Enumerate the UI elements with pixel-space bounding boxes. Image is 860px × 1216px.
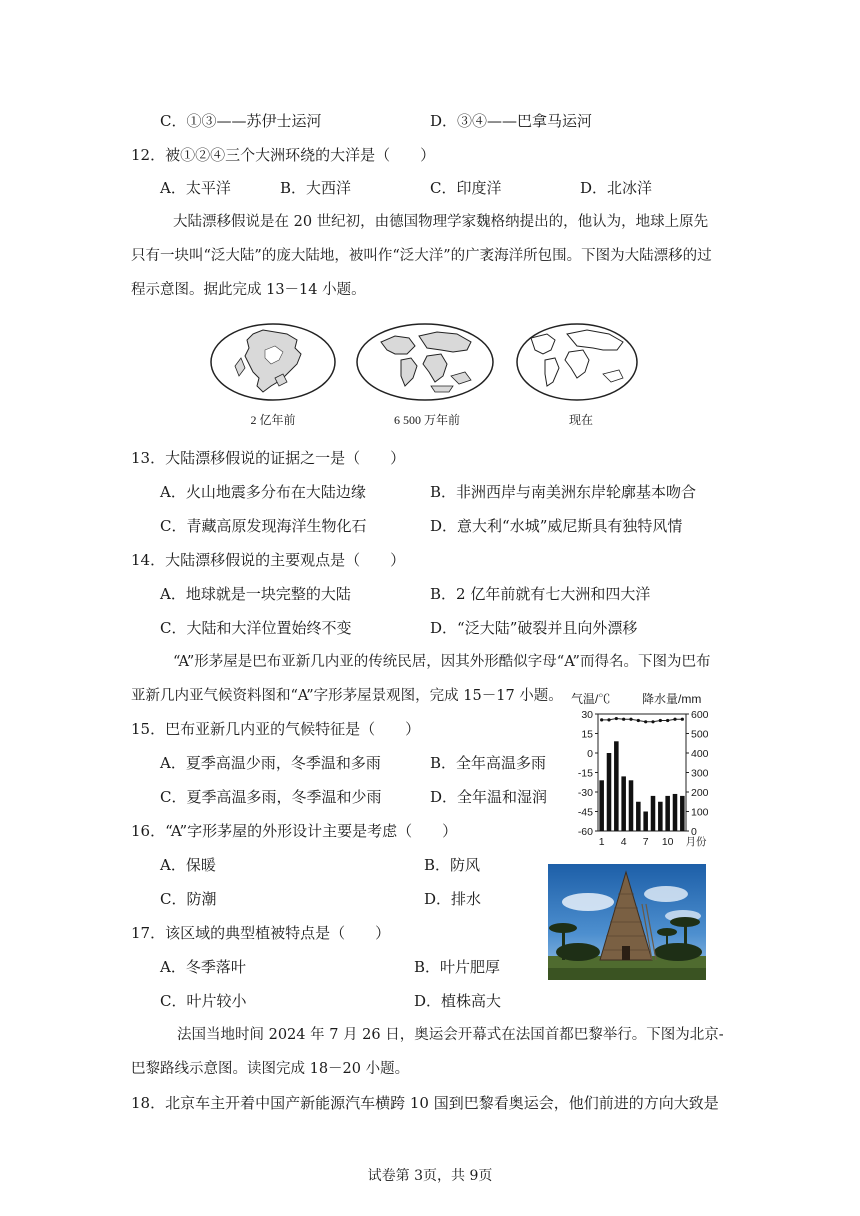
q12-stem: 12．被①②④三个大洲环绕的大洋是（ ） <box>131 146 436 164</box>
q17-option-d: D．植株高大 <box>414 992 502 1010</box>
left-tick-label-6: -60 <box>577 826 593 838</box>
q15-option-d: D．全年温和湿润 <box>430 788 548 806</box>
passage3-line1: 法国当地时间 2024 年 7 月 26 日，奥运会开幕式在法国首都巴黎举行。下图为北京- <box>177 1027 724 1043</box>
q15-option-b: B．全年高温多雨 <box>430 754 547 772</box>
temperature-line <box>602 719 683 722</box>
map-65-million-years-ago <box>357 324 493 400</box>
q14-stem: 14．大陆漂移假说的主要观点是（ ） <box>131 551 406 569</box>
left-tick-label-1: 15 <box>581 728 593 741</box>
right-tick-label-0: 600 <box>691 709 709 721</box>
q12-option-a: A．太平洋 <box>160 179 231 197</box>
continental-drift-figure <box>205 320 645 430</box>
q16-stem: 16．“A”字形茅屋的外形设计主要是考虑（ ） <box>131 822 458 840</box>
precip-bar-8 <box>651 796 656 831</box>
q15-stem: 15．巴布亚新几内亚的气候特征是（ ） <box>131 720 421 738</box>
q18-stem: 18．北京车主开着中国产新能源汽车横跨 10 国到巴黎看奥运会，他们前进的方向大致是 <box>131 1094 719 1112</box>
q12-option-c: C．印度洋 <box>430 179 502 197</box>
q13-option-c: C．青藏高原发现海洋生物化石 <box>160 517 367 535</box>
precip-bar-5 <box>629 780 634 831</box>
q17-option-b: B．叶片肥厚 <box>414 958 501 976</box>
temp-point-6 <box>637 719 640 722</box>
climate-chart <box>566 686 718 850</box>
q12-option-b: B．大西洋 <box>280 179 352 197</box>
passage1-line2: 只有一块叫“泛大陆”的庞大陆地，被叫作“泛大洋”的广袤海洋所包围。下图为大陆漂移的过 <box>131 248 712 264</box>
temp-point-1 <box>600 718 603 721</box>
left-axis-label: 气温/℃ <box>571 692 611 706</box>
drift-label-1: 2 亿年前 <box>250 413 296 427</box>
right-tick-label-2: 400 <box>691 748 709 760</box>
precip-bar-12 <box>680 796 685 831</box>
temp-point-3 <box>615 717 618 720</box>
precip-bar-4 <box>621 776 626 831</box>
x-tick-label-0: 1 <box>598 836 605 848</box>
x-tick-label-3: 10 <box>661 836 674 848</box>
temp-point-10 <box>666 719 669 722</box>
precip-bar-7 <box>643 812 648 832</box>
map-200-million-years-ago <box>211 324 335 400</box>
temp-point-7 <box>644 720 647 723</box>
left-tick-label-4: -30 <box>577 787 593 799</box>
passage3-line2: 巴黎路线示意图。读图完成 18－20 小题。 <box>131 1061 410 1077</box>
q17-option-c: C．叶片较小 <box>160 992 247 1010</box>
passage2-line2: 亚新几内亚气候资料图和“A”字形茅屋景观图，完成 15－17 小题。 <box>131 688 563 704</box>
q11-option-d: D．③④——巴拿马运河 <box>430 112 593 130</box>
q14-option-a: A．地球就是一块完整的大陆 <box>160 585 351 603</box>
q16-option-b: B．防风 <box>424 856 481 874</box>
right-tick-label-1: 500 <box>691 728 709 741</box>
precip-bar-6 <box>636 802 641 831</box>
q11-option-c: C．①③——苏伊士运河 <box>160 112 322 130</box>
q17-stem: 17．该区域的典型植被特点是（ ） <box>131 924 391 942</box>
q14-option-b: B．2 亿年前就有七大洲和四大洋 <box>430 585 651 603</box>
page-footer: 试卷第 3页，共 9页 <box>367 1168 493 1184</box>
precip-bar-10 <box>665 796 670 831</box>
precip-bar-2 <box>607 753 612 831</box>
passage1-line1: 大陆漂移假说是在 20 世纪初，由德国物理学家魏格纳提出的，他认为，地球上原先 <box>173 214 709 230</box>
precip-bar-1 <box>599 780 604 831</box>
x-tick-label-4: 月份 <box>685 836 707 848</box>
q12-option-d: D．北冰洋 <box>580 179 653 197</box>
right-tick-label-3: 300 <box>691 767 709 780</box>
right-axis-label: 降水量/mm <box>642 692 702 706</box>
right-tick-label-5: 100 <box>691 806 709 819</box>
q17-option-a: A．冬季落叶 <box>160 958 246 976</box>
precip-bar-11 <box>673 794 678 831</box>
x-tick-label-2: 7 <box>642 836 649 848</box>
q16-option-c: C．防潮 <box>160 890 217 908</box>
temp-point-12 <box>681 718 684 721</box>
left-tick-label-0: 30 <box>581 709 593 721</box>
left-tick-label-5: -45 <box>577 806 593 819</box>
precip-bar-9 <box>658 802 663 831</box>
temp-point-4 <box>622 718 625 721</box>
q15-option-c: C．夏季高温多雨，冬季温和少雨 <box>160 788 382 806</box>
map-present <box>517 324 637 400</box>
drift-label-2: 6 500 万年前 <box>393 413 461 427</box>
temp-point-9 <box>659 719 662 722</box>
left-tick-label-2: 0 <box>587 748 593 760</box>
temp-point-2 <box>607 718 610 721</box>
precip-bar-3 <box>614 741 619 831</box>
q15-option-a: A．夏季高温少雨，冬季温和多雨 <box>160 754 381 772</box>
passage1-line3: 程示意图。据此完成 13－14 小题。 <box>131 282 366 298</box>
passage2-line1: “A”形茅屋是巴布亚新几内亚的传统民居，因其外形酷似字母“A”而得名。下图为巴布 <box>173 654 711 670</box>
q14-option-c: C．大陆和大洋位置始终不变 <box>160 619 352 637</box>
drift-label-3: 现在 <box>568 413 594 427</box>
a-frame-hut-photo <box>548 864 706 980</box>
right-tick-label-4: 200 <box>691 787 709 799</box>
q14-option-d: D．“泛大陆”破裂并且向外漂移 <box>430 619 638 637</box>
q16-option-a: A．保暖 <box>160 856 216 874</box>
temp-point-11 <box>673 718 676 721</box>
temp-point-8 <box>651 720 654 723</box>
right-tick-label-6: 0 <box>691 826 697 838</box>
q13-option-d: D．意大利“水城”威尼斯具有独特风情 <box>430 517 683 535</box>
q13-option-b: B．非洲西岸与南美洲东岸轮廓基本吻合 <box>430 483 697 501</box>
q13-stem: 13．大陆漂移假说的证据之一是（ ） <box>131 449 406 467</box>
temp-point-5 <box>629 718 632 721</box>
q16-option-d: D．排水 <box>424 890 482 908</box>
x-tick-label-1: 4 <box>620 836 627 848</box>
q13-option-a: A．火山地震多分布在大陆边缘 <box>160 483 366 501</box>
left-tick-label-3: -15 <box>577 767 593 780</box>
